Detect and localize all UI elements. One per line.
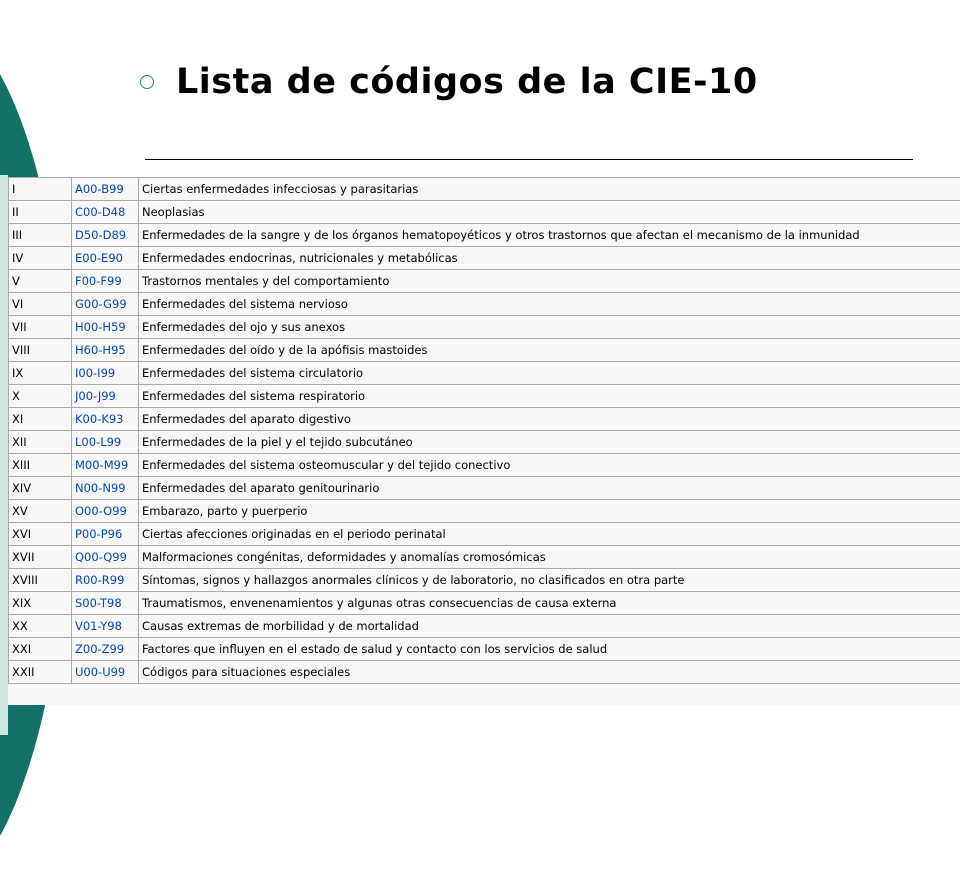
- chapter-title-cell: Síntomas, signos y hallazgos anormales clínicos y de laboratorio, no clasificados en otra parte: [139, 569, 960, 592]
- decorative-stripe-light: [0, 175, 8, 735]
- chapter-cell: VII: [9, 316, 72, 339]
- code-range-link[interactable]: L00-L99: [72, 431, 139, 454]
- table-row: [9, 316, 960, 339]
- chapter-cell: XIV: [9, 477, 72, 500]
- chapter-title-cell: Enfermedades del sistema nervioso: [139, 293, 960, 316]
- chapter-title-cell: Enfermedades del sistema osteomuscular y del tejido conectivo: [139, 454, 960, 477]
- code-range-link[interactable]: E00-E90: [72, 247, 139, 270]
- table-row: [9, 385, 960, 408]
- table-row: [9, 293, 960, 316]
- code-range-link[interactable]: J00-J99: [72, 385, 139, 408]
- chapter-title-cell: Ciertas enfermedades infecciosas y parasitarias: [139, 178, 960, 201]
- chapter-title-cell: Enfermedades del sistema respiratorio: [139, 385, 960, 408]
- table-row: [9, 638, 960, 661]
- chapter-title-cell: Códigos para situaciones especiales: [139, 661, 960, 684]
- code-range-link[interactable]: D50-D89: [72, 224, 139, 247]
- code-range-link[interactable]: M00-M99: [72, 454, 139, 477]
- chapter-cell: VIII: [9, 339, 72, 362]
- code-range-link[interactable]: G00-G99: [72, 293, 139, 316]
- chapter-title-cell: Enfermedades del sistema circulatorio: [139, 362, 960, 385]
- chapter-title-cell: Enfermedades endocrinas, nutricionales y metabólicas: [139, 247, 960, 270]
- chapter-cell: XX: [9, 615, 72, 638]
- table-body: [9, 178, 960, 684]
- chapter-cell: XIX: [9, 592, 72, 615]
- chapter-title-cell: Enfermedades del aparato digestivo: [139, 408, 960, 431]
- code-range-link[interactable]: S00-T98: [72, 592, 139, 615]
- chapter-cell: XXII: [9, 661, 72, 684]
- code-range-link[interactable]: N00-N99: [72, 477, 139, 500]
- chapter-title-cell: Enfermedades del ojo y sus anexos: [139, 316, 960, 339]
- chapter-cell: I: [9, 178, 72, 201]
- chapter-title-cell: Causas extremas de morbilidad y de mortalidad: [139, 615, 960, 638]
- table-row: [9, 339, 960, 362]
- chapter-cell: IV: [9, 247, 72, 270]
- table-row: [9, 178, 960, 201]
- chapter-cell: II: [9, 201, 72, 224]
- chapter-cell: XVIII: [9, 569, 72, 592]
- code-range-link[interactable]: F00-F99: [72, 270, 139, 293]
- chapter-title-cell: Traumatismos, envenenamientos y algunas otras consecuencias de causa externa: [139, 592, 960, 615]
- code-range-link[interactable]: K00-K93: [72, 408, 139, 431]
- chapter-cell: XII: [9, 431, 72, 454]
- chapter-title-cell: Ciertas afecciones originadas en el periodo perinatal: [139, 523, 960, 546]
- code-range-link[interactable]: A00-B99: [72, 178, 139, 201]
- table-row: [9, 500, 960, 523]
- table-row: [9, 569, 960, 592]
- code-range-link[interactable]: R00-R99: [72, 569, 139, 592]
- title-row: [140, 62, 758, 102]
- chapter-cell: XI: [9, 408, 72, 431]
- table-row: [9, 477, 960, 500]
- chapter-cell: III: [9, 224, 72, 247]
- chapter-cell: XIII: [9, 454, 72, 477]
- chapter-title-cell: Embarazo, parto y puerperio: [139, 500, 960, 523]
- code-range-link[interactable]: H60-H95: [72, 339, 139, 362]
- chapter-title-cell: Enfermedades de la piel y el tejido subcutáneo: [139, 431, 960, 454]
- table-row: [9, 408, 960, 431]
- chapter-cell: X: [9, 385, 72, 408]
- title-divider: [145, 159, 913, 160]
- code-range-link[interactable]: H00-H59: [72, 316, 139, 339]
- chapter-title-cell: Trastornos mentales y del comportamiento: [139, 270, 960, 293]
- code-range-link[interactable]: I00-I99: [72, 362, 139, 385]
- table-row: [9, 431, 960, 454]
- code-range-link[interactable]: C00-D48: [72, 201, 139, 224]
- chapter-title-cell: Neoplasias: [139, 201, 960, 224]
- code-range-link[interactable]: Z00-Z99: [72, 638, 139, 661]
- chapter-cell: VI: [9, 293, 72, 316]
- chapter-cell: IX: [9, 362, 72, 385]
- table-row: [9, 362, 960, 385]
- table-row: [9, 546, 960, 569]
- icd10-table-container: [8, 177, 960, 705]
- chapter-cell: XV: [9, 500, 72, 523]
- chapter-title-cell: Malformaciones congénitas, deformidades y anomalías cromosómicas: [139, 546, 960, 569]
- table-row: [9, 661, 960, 684]
- chapter-title-cell: Factores que influyen en el estado de salud y contacto con los servicios de salud: [139, 638, 960, 661]
- chapter-title-cell: Enfermedades del oído y de la apófisis mastoides: [139, 339, 960, 362]
- chapter-cell: XVI: [9, 523, 72, 546]
- chapter-cell: XVII: [9, 546, 72, 569]
- icd10-chapters-table: [8, 177, 960, 684]
- slide-title: Lista de códigos de la CIE-10: [176, 62, 758, 102]
- chapter-title-cell: Enfermedades de la sangre y de los órganos hematopoyéticos y otros trastornos que afectan el mecanismo de la inmunidad: [139, 224, 960, 247]
- code-range-link[interactable]: Q00-Q99: [72, 546, 139, 569]
- table-row: [9, 615, 960, 638]
- table-row: [9, 247, 960, 270]
- code-range-link[interactable]: P00-P96: [72, 523, 139, 546]
- code-range-link[interactable]: O00-O99: [72, 500, 139, 523]
- code-range-link[interactable]: U00-U99: [72, 661, 139, 684]
- circle-bullet-icon: [140, 75, 154, 89]
- table-row: [9, 592, 960, 615]
- table-row: [9, 224, 960, 247]
- table-row: [9, 201, 960, 224]
- table-row: [9, 454, 960, 477]
- chapter-title-cell: Enfermedades del aparato genitourinario: [139, 477, 960, 500]
- chapter-cell: V: [9, 270, 72, 293]
- code-range-link[interactable]: V01-Y98: [72, 615, 139, 638]
- table-row: [9, 270, 960, 293]
- table-row: [9, 523, 960, 546]
- chapter-cell: XXI: [9, 638, 72, 661]
